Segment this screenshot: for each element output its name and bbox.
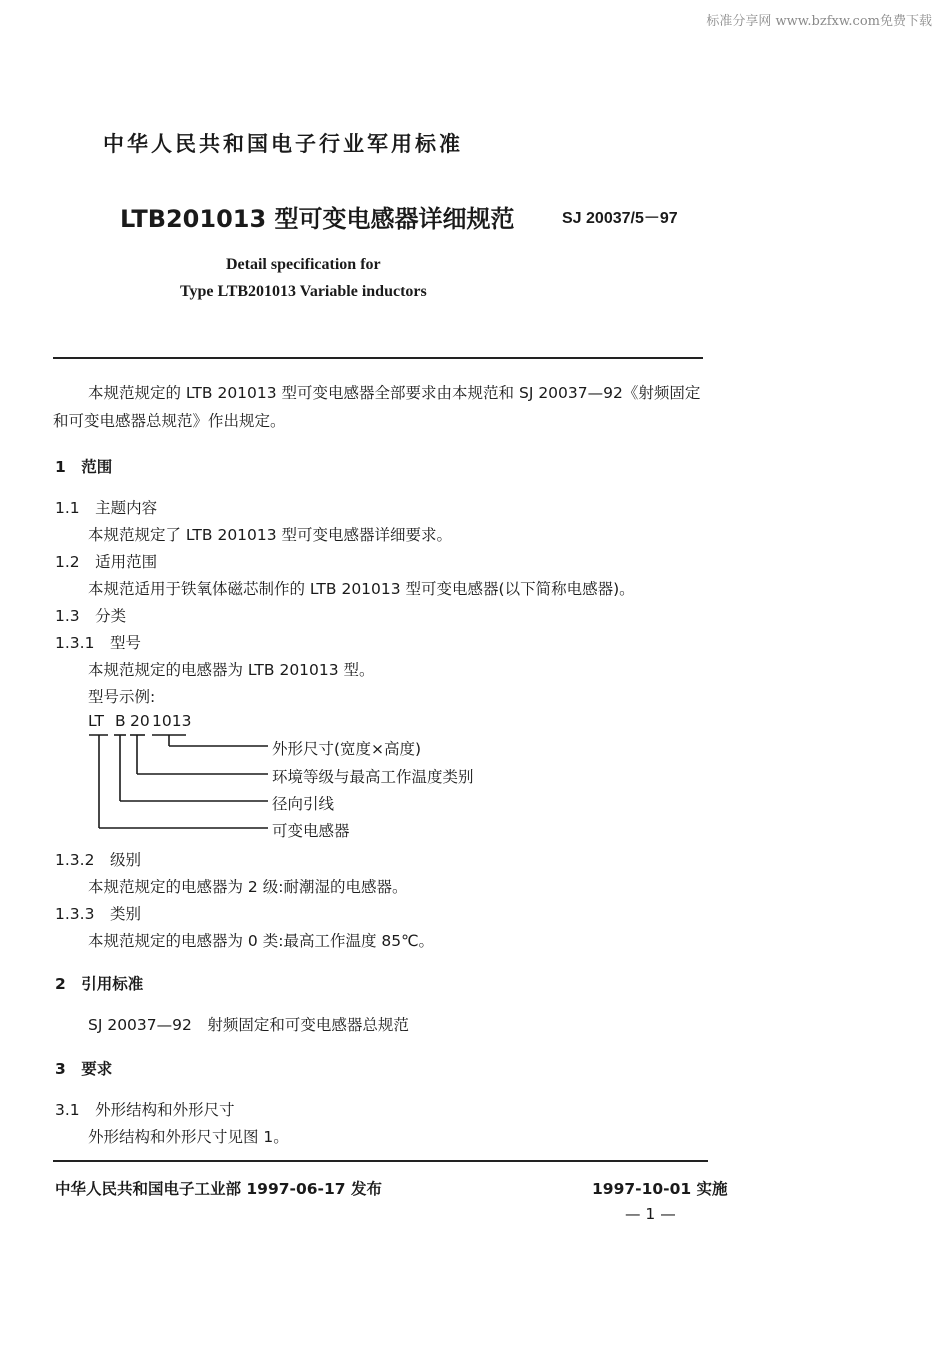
effective-statement: 1997-10-01 实施 [592, 1180, 728, 1198]
issue-statement: 中华人民共和国电子工业部 1997-06-17 发布 [55, 1180, 382, 1198]
model-code-1013: 1013 [152, 712, 192, 730]
model-code-b: B [115, 712, 126, 730]
section-1-3-1-text: 本规范规定的电感器为 LTB 201013 型。 [88, 661, 375, 679]
footer-divider [53, 1160, 708, 1162]
section-3-1-text: 外形结构和外形尺寸见图 1。 [88, 1128, 289, 1146]
section-1-3-3-heading: 1.3.3 类别 [55, 905, 141, 923]
model-label-radial-leads: 径向引线 [272, 795, 335, 813]
standard-code: SJ 20037/5－97 [562, 210, 678, 227]
section-1-1-heading: 1.1 主题内容 [55, 499, 158, 517]
model-example-label: 型号示例: [88, 688, 156, 706]
section-1-2-heading: 1.2 适用范围 [55, 553, 158, 571]
page-number: — 1 — [625, 1205, 676, 1223]
section-1-2-text: 本规范适用于铁氧体磁芯制作的 LTB 201013 型可变电感器(以下简称电感器)。 [88, 580, 635, 598]
section-3-heading: 3 要求 [55, 1060, 113, 1078]
model-code-20: 20 [130, 712, 150, 730]
model-code-lt: LT [88, 712, 104, 730]
section-1-1-text: 本规范规定了 LTB 201013 型可变电感器详细要求。 [88, 526, 453, 544]
intro-line1: 本规范规定的 LTB 201013 型可变电感器全部要求由本规范和 SJ 20037—92《射频固定 [88, 384, 701, 402]
english-title-line1: Detail specification for [226, 256, 381, 273]
standard-category-heading: 中华人民共和国电子行业军用标准 [103, 132, 463, 156]
section-1-3-heading: 1.3 分类 [55, 607, 127, 625]
section-2-reference: SJ 20037—92 射频固定和可变电感器总规范 [88, 1016, 409, 1034]
section-1-3-3-text: 本规范规定的电感器为 0 类:最高工作温度 85℃。 [88, 932, 434, 950]
model-label-variable-inductor: 可变电感器 [272, 822, 350, 840]
section-1-3-2-text: 本规范规定的电感器为 2 级:耐潮湿的电感器。 [88, 878, 408, 896]
section-1-3-2-heading: 1.3.2 级别 [55, 851, 141, 869]
section-2-heading: 2 引用标准 [55, 975, 144, 993]
document-title: LTB201013 型可变电感器详细规范 [120, 205, 515, 233]
watermark: 标准分享网 www.bzfxw.com免费下载 [706, 14, 932, 29]
intro-line2: 和可变电感器总规范》作出规定。 [53, 412, 286, 430]
english-title-line2: Type LTB201013 Variable inductors [180, 283, 427, 300]
section-1-heading: 1 范围 [55, 458, 113, 476]
model-label-dimensions: 外形尺寸(宽度×高度) [272, 740, 422, 758]
section-1-3-1-heading: 1.3.1 型号 [55, 634, 141, 652]
section-3-1-heading: 3.1 外形结构和外形尺寸 [55, 1101, 235, 1119]
model-label-environment: 环境等级与最高工作温度类别 [272, 768, 474, 786]
